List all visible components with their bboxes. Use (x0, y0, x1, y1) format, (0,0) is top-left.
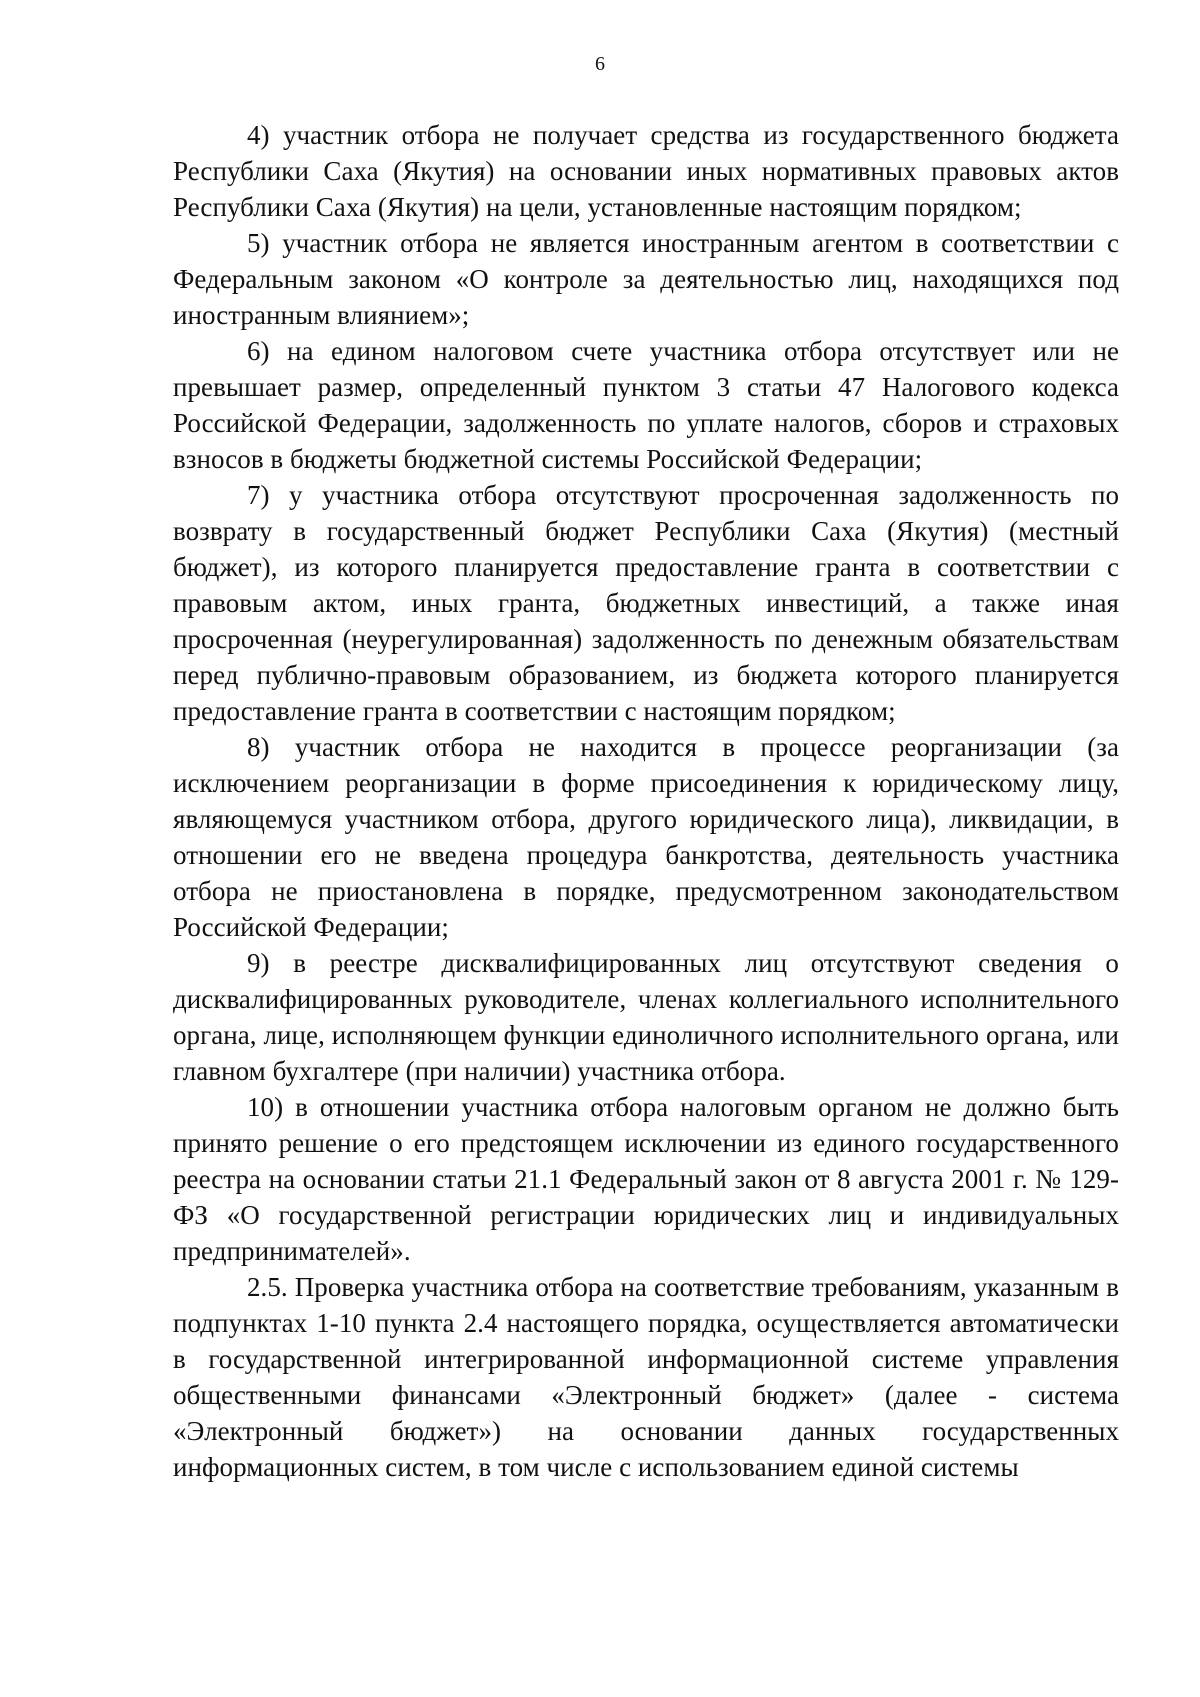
paragraph-item-4: 4) участник отбора не получает средства из государственного бюджета Республики Саха (Якутия) на основании иных нормативных правовых актов Республики Саха (Якутия) на цели, установленные настоящим порядком; (173, 120, 1119, 222)
document-body (173, 117, 1119, 1485)
paragraph-item-6: 6) на едином налоговом счете участника отбора отсутствует или не превышает размер, определенный пунктом 3 статьи 47 Налогового кодекса Российской Федерации, задолженность по уплате налогов, сборов и страховых взносов в бюджеты бюджетной системы Российской Федерации; (173, 336, 1119, 474)
paragraph-item-5: 5) участник отбора не является иностранным агентом в соответствии с Федеральным законом «О контроле за деятельностью лиц, находящихся под иностранным влиянием»; (173, 228, 1119, 330)
page-number: 6 (595, 53, 605, 75)
paragraph-item-7: 7) у участника отбора отсутствуют просроченная задолженность по возврату в государственный бюджет Республики Саха (Якутия) (местный бюджет), из которого планируется предоставление гранта в соответствии с правовым актом, иных гранта, бюджетных инвестиций, а также иная просроченная (неурегулированная) задолженность по денежным обязательствам перед публично-правовым образованием, из бюджета которого планируется предоставление гранта в соответствии с настоящим порядком; (173, 480, 1119, 726)
paragraph-item-10: 10) в отношении участника отбора налоговым органом не должно быть принято решение о его предстоящем исключении из единого государственного реестра на основании статьи 21.1 Федеральный закон от 8 августа 2001 г. № 129-ФЗ «О государственной регистрации юридических лиц и индивидуальных предпринимателей». (173, 1092, 1119, 1266)
paragraph-item-9: 9) в реестре дисквалифицированных лиц отсутствуют сведения о дисквалифицированных руководителе, членах коллегиального исполнительного органа, лице, исполняющем функции единоличного исполнительного органа, или главном бухгалтере (при наличии) участника отбора. (173, 948, 1119, 1086)
paragraph-item-8: 8) участник отбора не находится в процессе реорганизации (за исключением реорганизации в форме присоединения к юридическому лицу, являющемуся участником отбора, другого юридического лица), ликвидации, в отношении его не введена процедура банкротства, деятельность участника отбора не приостановлена в порядке, предусмотренном законодательством Российской Федерации; (173, 732, 1119, 942)
paragraph-section-2-5: 2.5. Проверка участника отбора на соответствие требованиям, указанным в подпунктах 1-10 пункта 2.4 настоящего порядка, осуществляется автоматически в государственной интегрированной информационной системе управления общественными финансами «Электронный бюджет» (далее - система «Электронный бюджет») на основании данных государственных информационных систем, в том числе с использованием единой системы (173, 1272, 1119, 1482)
